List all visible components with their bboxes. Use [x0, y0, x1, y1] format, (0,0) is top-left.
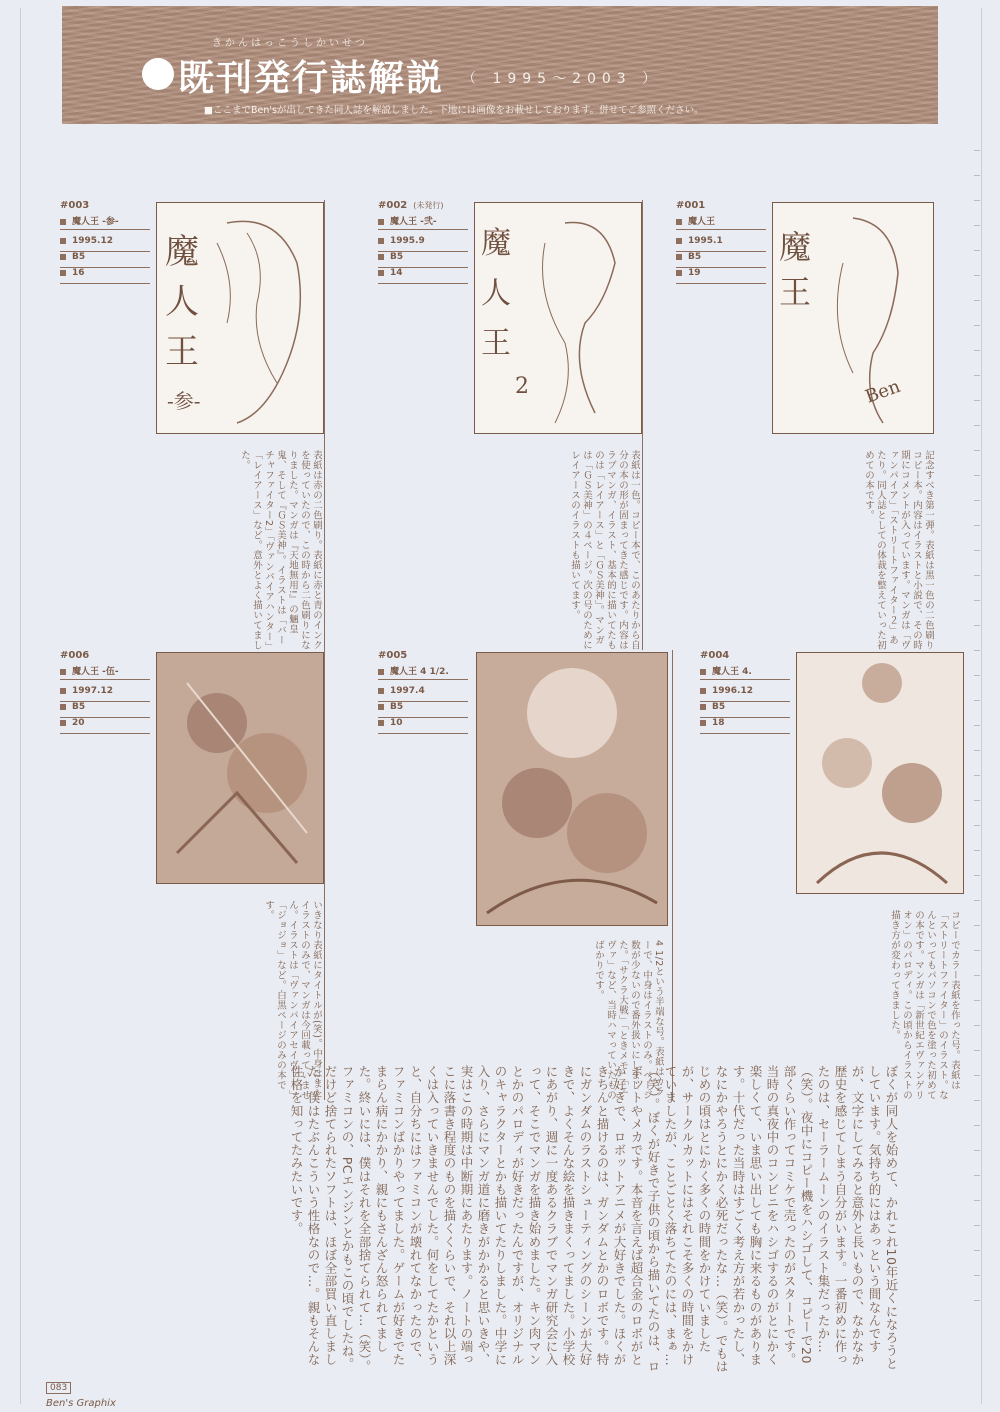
header-note: ■ここまでBen'sが出してきた同人誌を解説しました。下地には画像をお載せしております。併せてご参照ください。 — [204, 105, 704, 116]
entry-pages: 19 — [676, 268, 766, 284]
entry-description: 記念すべき第一弾。表紙は黒一色の二色刷りコピー本。内容はイラストと小説で、その時期にコメントが入っています。マンガは「ヴァンパイア」「ストリートファイター２」あたり。同人誌としての体裁を整えていった初めての本です。 — [863, 450, 934, 650]
entry-size: B5 — [700, 702, 790, 718]
divider — [324, 650, 325, 1100]
entry-date: 1996.12 — [700, 686, 790, 702]
cover-image — [796, 652, 964, 894]
svg-text:王: 王 — [481, 326, 511, 361]
entry-title: 魔人王 4 1/2. — [378, 664, 468, 680]
binding-marks — [974, 150, 984, 1330]
cover-image — [156, 652, 324, 884]
svg-text:王: 王 — [165, 332, 199, 372]
entry-id: #002 (未発行) — [378, 200, 444, 211]
svg-text:2: 2 — [515, 374, 529, 399]
entry-date: 1997.12 — [60, 686, 150, 702]
entry-size: B5 — [378, 702, 468, 718]
divider — [672, 650, 673, 1100]
entry-id: #006 — [60, 650, 90, 661]
entry-pages: 10 — [378, 718, 468, 734]
bullet-circle-icon — [142, 58, 174, 90]
svg-text:王: 王 — [779, 273, 812, 311]
cover-image — [772, 202, 934, 434]
title-ruby: きかんはっこうしかいせつ — [212, 38, 368, 49]
page-title: 既刊発行誌解説 — [178, 58, 445, 99]
year-range: （ 1995～2003 ） — [462, 71, 663, 87]
entry-title: 魔人王 -参- — [60, 214, 150, 230]
entry-pages: 14 — [378, 268, 468, 284]
svg-text:Ben: Ben — [862, 375, 904, 408]
entry-title: 魔人王 -伍- — [60, 664, 150, 680]
entry-description: 4 1/2という半端な号。表紙はカラーで、中身はイラストのみ。ページ数が少ないので番外扱いにしました。「サクラ大戦」「ときメモ」「エヴァ」など、当時ハマっていたものばかりです。 — [593, 940, 664, 1100]
svg-text:人: 人 — [165, 282, 199, 322]
entry-title: 魔人王 -弐- — [378, 214, 468, 230]
cover-image — [474, 202, 642, 434]
entry-size: B5 — [60, 252, 150, 268]
divider — [642, 200, 643, 650]
entry-pages: 16 — [60, 268, 150, 284]
cover-image — [476, 652, 668, 926]
entry-pages: 18 — [700, 718, 790, 734]
entry-description: いきなり表紙にタイトルが(笑)。中身はまたイラストのみで、マンガは今回載っていません。イラストは「ヴァンパイアセイヴァー」「ジョジョ」など。白黒ページのみの本です。 — [263, 900, 322, 1100]
entry-title: 魔人王 — [676, 214, 766, 230]
svg-text:魔: 魔 — [481, 226, 511, 261]
entry-date: 1995.12 — [60, 236, 150, 252]
entry-date: 1995.9 — [378, 236, 468, 252]
cover-title: 魔 — [165, 232, 199, 272]
entry-description: コピーでカラー表紙を作った号。表紙は「ストリートファイター」のイラスト。なんといってもパソコンで色を塗った初めての本です。マンガは「新世紀エヴァンゲリオン」のパロディ。この頃からイラストの描き方が変わってきました。 — [889, 910, 960, 1100]
essay-text: ぼくが同人を始めて、かれこれ10年近くになろうとしています。気持ち的にはあっという間なんですが、文字にしてみると意外と長いもので、なかなか歴史を感じてしまう自分がいます。一番初めに作ったのは、セーラームーンのイラスト集だったか…（笑）。夜中にコピー機をハシゴして、コピーで20部くらい作ってコミケで売ったのがスタートです。当時の真夜中のコンビニをハシゴするのがとにかく楽しくて、いま思い出しても胸に来るものがあります。十代だった当時はすごく考え方が若かったし、なにかやろうとにかく必死だったな…（笑）。でもはじめの頃はとにかく多くの時間をかけていましたが、サークルカットにはそれこそ多くの時間をかけていましたが、ことごとく落ちてたのには、まぁ…（笑）。ぼくが好きで子供の頃から描いてたのは、ロボットやメカです。本音を言えば超合金のロボがとか好きで、ロボットアニメが大好きでした。ほくがきちんと描けるのは、ガンダムとかのロボです。特にガンダムのラストシューティングのシーンが大好きで、よくそんな絵を描きまくってました。小学校にあがり、週に一度あるクラブでマンガ研究会に入って、そこでマンガを描き始めました。キン肉マンとかのパロディが好きだったんですが、オリジナルのキャラクターとかも描いてたりしました。中学に入り、さらにマンガ道に磨きがかかると思いきや、実はこの時期は中断期にあたります。ノートの端っこに落書き程度のものを描くくらいで、それ以上深くは入っていきませんでした。何をしてたかというと、自分ちにはファミコンが壊れてなかったので、ファミコンばかりやってました。ゲームが好きでたまらん病にかかり、親にもさんざん怒られてました。終いには、僕はそれを全部捨てられて…（笑）。ファミコンの、PCエンジンとかもこの頃でしたね。だけど捨てられたソフトは、ほぼ全部買い直しました。僕はたぶんこういう性格なので…。親もそんな性格を知ってたみたいです。 — [289, 1065, 899, 1374]
entry-pages: 20 — [60, 718, 150, 734]
svg-text:人: 人 — [481, 276, 511, 311]
page-number: 083 — [46, 1382, 71, 1394]
entry-date: 1995.1 — [676, 236, 766, 252]
svg-text:魔: 魔 — [779, 228, 812, 266]
entry-size: B5 — [60, 702, 150, 718]
entry-id: #003 — [60, 200, 90, 211]
divider — [324, 200, 325, 650]
header-banner — [62, 6, 938, 124]
entry-description: 表紙は赤の二色刷り。表紙に赤と青のインクを使っていたので、この時から二色刷りになりました。マンガは『天地無用!』の魎皇鬼、そして『ＧＳ美神』。イラストは「バーチャファイター2」「ヴァンパイアハンター」「レイアース」など。意外とよく描いてました。 — [239, 450, 322, 650]
cover-image — [156, 202, 324, 434]
footer-brand: Ben's Graphix — [46, 1398, 116, 1409]
entry-size: B5 — [378, 252, 468, 268]
entry-date: 1997.4 — [378, 686, 468, 702]
entry-title: 魔人王 4. — [700, 664, 790, 680]
entry-id: #001 — [676, 200, 706, 211]
entry-id: #004 — [700, 650, 730, 661]
entry-description: 表紙は一色。コピー本で、このあたりから自分の本の形が固まってきた感じです。内容はラブマンガ、イラスト、基本的に描いてたものは「レイアース」と「ＧＳ美神」。マンガは「ＧＳ美神」の４ページ。次の号のためにレイアースのイラストも描いてます。 — [569, 450, 640, 650]
entry-id: #005 — [378, 650, 408, 661]
svg-text:-参-: -参- — [167, 389, 201, 413]
entry-size: B5 — [676, 252, 766, 268]
